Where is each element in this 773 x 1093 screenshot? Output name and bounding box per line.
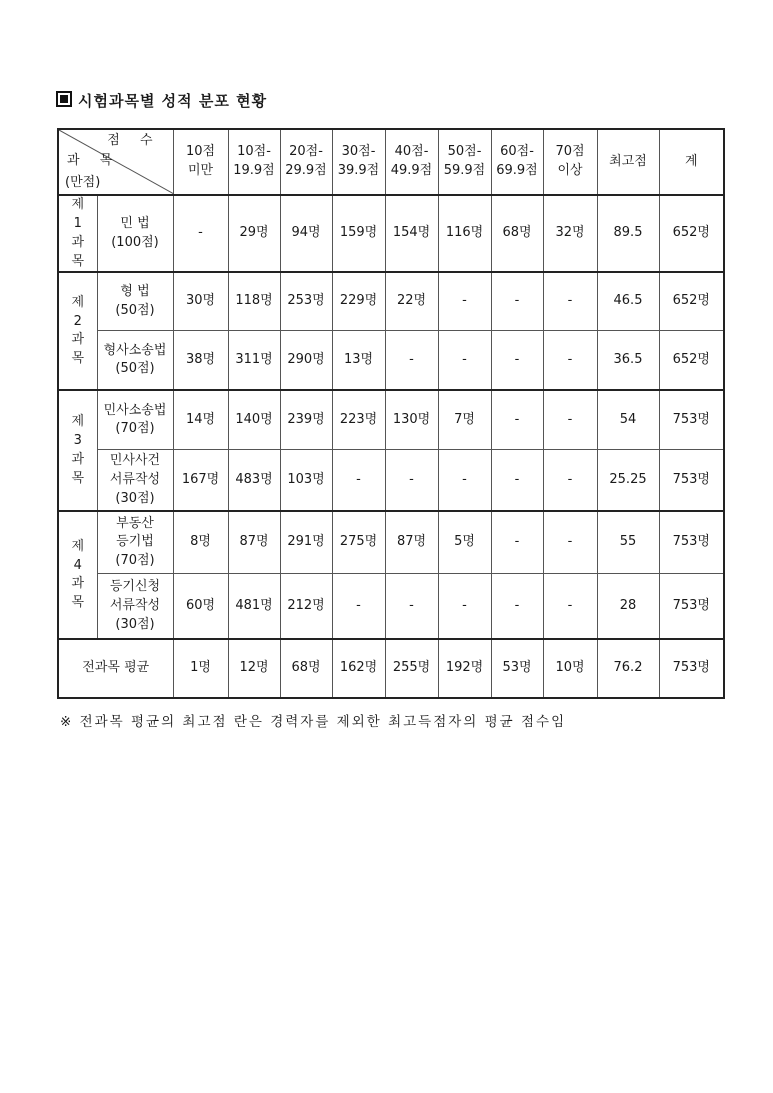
- footnote: ※ 전과목 평균의 최고점 란은 경력자를 제외한 최고득점자의 평균 점수임: [60, 714, 567, 730]
- diag-subject-label: 과 목: [67, 153, 121, 168]
- count-cell: 68명: [280, 639, 332, 698]
- subject-group-label: [58, 511, 97, 639]
- max-score-cell: 76.2: [597, 639, 659, 698]
- count-cell: 162명: [332, 639, 385, 698]
- subject-name-cell: [97, 450, 173, 512]
- stacked-label: [59, 413, 97, 488]
- subject-name-cell: [97, 390, 173, 450]
- label-line: (70점): [115, 421, 155, 437]
- label-line: 등기법: [116, 534, 154, 550]
- count-cell: -: [438, 272, 491, 331]
- label-line: 10점-: [237, 144, 271, 160]
- label-line: 70점: [555, 144, 585, 160]
- label-line: 50점-: [447, 144, 482, 160]
- label-line: (30점): [115, 490, 155, 506]
- stacked-label: [281, 143, 332, 181]
- diag-fullmark-label: (만점): [65, 175, 101, 190]
- label-line: 제: [71, 414, 85, 430]
- count-cell: 103명: [280, 450, 332, 512]
- count-cell: -: [543, 331, 597, 391]
- count-cell: 192명: [438, 639, 491, 698]
- count-cell: 290명: [280, 331, 332, 391]
- total-cell: 652명: [659, 272, 724, 331]
- count-cell: 60명: [173, 574, 228, 640]
- label-line: 민사소송법: [103, 402, 167, 418]
- count-cell: -: [491, 390, 543, 450]
- count-cell: 118명: [228, 272, 280, 331]
- count-cell: 38명: [173, 331, 228, 391]
- label-line: 미만: [187, 163, 214, 178]
- score-range-header: [280, 129, 332, 195]
- label-line: 39.9점: [337, 163, 380, 178]
- stacked-label: [98, 283, 173, 321]
- label-line: 2: [73, 313, 82, 329]
- table-body: [58, 129, 724, 698]
- label-line: 민사사건: [109, 453, 161, 469]
- count-cell: 87명: [228, 511, 280, 574]
- average-label-cell: 전과목 평균: [58, 639, 173, 698]
- score-range-header: [543, 129, 597, 195]
- label-line: (100점): [111, 234, 159, 250]
- count-cell: 94명: [280, 195, 332, 272]
- count-cell: 253명: [280, 272, 332, 331]
- average-row: [58, 639, 724, 698]
- total-cell: 652명: [659, 195, 724, 272]
- count-cell: -: [543, 511, 597, 574]
- label-line: (30점): [115, 616, 155, 632]
- diag-score-label: 점 수: [107, 133, 161, 148]
- label-line: (70점): [115, 553, 155, 569]
- count-cell: 159명: [332, 195, 385, 272]
- count-cell: 32명: [543, 195, 597, 272]
- count-cell: 8명: [173, 511, 228, 574]
- subject-name-cell: [97, 331, 173, 391]
- max-score-cell: 28: [597, 574, 659, 640]
- stacked-label: [174, 143, 228, 181]
- table-row: [58, 272, 724, 331]
- count-cell: 53명: [491, 639, 543, 698]
- stacked-label: [333, 143, 385, 181]
- label-line: 제: [71, 197, 85, 212]
- stacked-label: [229, 143, 280, 181]
- label-line: 민 법: [120, 215, 150, 231]
- subject-name-cell: [97, 574, 173, 640]
- score-distribution-table: [57, 128, 725, 699]
- stacked-label: [386, 143, 438, 181]
- label-line: 3: [73, 433, 82, 449]
- count-cell: 1명: [173, 639, 228, 698]
- count-cell: 229명: [332, 272, 385, 331]
- label-line: 49.9점: [390, 163, 433, 178]
- total-cell: 753명: [659, 450, 724, 512]
- count-cell: 291명: [280, 511, 332, 574]
- score-range-header: [438, 129, 491, 195]
- count-cell: -: [491, 331, 543, 391]
- total-cell: 753명: [659, 639, 724, 698]
- document-title: [56, 90, 267, 111]
- count-cell: -: [438, 331, 491, 391]
- count-cell: 30명: [173, 272, 228, 331]
- stacked-label: [98, 578, 173, 635]
- label-line: 서류작성: [109, 597, 161, 613]
- count-cell: -: [173, 195, 228, 272]
- total-cell: 753명: [659, 390, 724, 450]
- stacked-label: [492, 143, 543, 181]
- subject-name-cell: [97, 272, 173, 331]
- subject-group-label: [58, 272, 97, 390]
- max-score-cell: 54: [597, 390, 659, 450]
- score-range-header: [173, 129, 228, 195]
- table-row: [58, 331, 724, 391]
- label-line: 69.9점: [496, 163, 538, 178]
- table-row: [58, 450, 724, 512]
- label-line: 60점-: [500, 144, 534, 160]
- label-line: 형사소송법: [103, 342, 167, 358]
- count-cell: -: [491, 511, 543, 574]
- score-range-header: [228, 129, 280, 195]
- count-cell: -: [438, 450, 491, 512]
- count-cell: 13명: [332, 331, 385, 391]
- label-line: 형 법: [120, 284, 150, 300]
- subject-name-cell: [97, 511, 173, 574]
- total-cell: 652명: [659, 331, 724, 391]
- count-cell: 5명: [438, 511, 491, 574]
- label-line: 제: [71, 538, 85, 554]
- subject-group-label: [58, 195, 97, 272]
- count-cell: -: [385, 574, 438, 640]
- count-cell: -: [438, 574, 491, 640]
- score-range-header: [491, 129, 543, 195]
- count-cell: 116명: [438, 195, 491, 272]
- diagonal-header-cell: [58, 129, 173, 195]
- label-line: 59.9점: [443, 163, 486, 178]
- count-cell: 223명: [332, 390, 385, 450]
- stacked-label: [544, 143, 597, 181]
- label-line: 과: [71, 451, 85, 467]
- label-line: (50점): [115, 361, 155, 377]
- total-cell: 753명: [659, 511, 724, 574]
- label-line: 29.9점: [285, 163, 327, 178]
- count-cell: 311명: [228, 331, 280, 391]
- count-cell: -: [543, 450, 597, 512]
- subject-group-label: [58, 390, 97, 511]
- label-line: 목: [71, 595, 85, 611]
- stacked-label: [439, 143, 491, 181]
- label-line: 등기신청: [109, 579, 161, 595]
- count-cell: -: [332, 574, 385, 640]
- max-score-cell: 36.5: [597, 331, 659, 391]
- label-line: 과: [71, 332, 85, 348]
- score-range-header: [332, 129, 385, 195]
- label-line: 10점: [185, 144, 216, 160]
- count-cell: 87명: [385, 511, 438, 574]
- square-bullet-icon: [56, 91, 72, 107]
- count-cell: 29명: [228, 195, 280, 272]
- count-cell: 239명: [280, 390, 332, 450]
- label-line: 4: [73, 557, 82, 573]
- document-title-text: 시험과목별 성적 분포 현황: [78, 92, 268, 110]
- label-line: 제: [71, 294, 85, 310]
- label-line: 40점-: [394, 144, 429, 160]
- count-cell: -: [491, 272, 543, 331]
- count-cell: 255명: [385, 639, 438, 698]
- stacked-label: [59, 196, 97, 271]
- count-cell: 68명: [491, 195, 543, 272]
- total-header: 계: [659, 129, 724, 195]
- count-cell: -: [543, 574, 597, 640]
- stacked-label: [98, 452, 173, 509]
- count-cell: -: [543, 390, 597, 450]
- stacked-label: [98, 342, 173, 380]
- label-line: (50점): [115, 302, 155, 318]
- count-cell: -: [385, 450, 438, 512]
- count-cell: 10명: [543, 639, 597, 698]
- count-cell: -: [543, 272, 597, 331]
- max-score-cell: 89.5: [597, 195, 659, 272]
- max-score-cell: 25.25: [597, 450, 659, 512]
- count-cell: -: [385, 331, 438, 391]
- label-line: 부동산: [116, 515, 154, 531]
- score-range-header: [385, 129, 438, 195]
- label-line: 목: [71, 351, 85, 367]
- count-cell: 481명: [228, 574, 280, 640]
- count-cell: 14명: [173, 390, 228, 450]
- count-cell: 22명: [385, 272, 438, 331]
- table-row: [58, 390, 724, 450]
- count-cell: -: [491, 574, 543, 640]
- max-score-header: 최고점: [597, 129, 659, 195]
- max-score-cell: 55: [597, 511, 659, 574]
- subject-name-cell: [97, 195, 173, 272]
- stacked-label: [59, 294, 97, 369]
- label-line: 1: [73, 215, 82, 231]
- label-line: 30점-: [341, 144, 376, 160]
- stacked-label: [98, 402, 173, 440]
- label-line: 목: [71, 470, 85, 486]
- label-line: 과: [71, 234, 85, 250]
- header-row: [58, 129, 724, 195]
- count-cell: 212명: [280, 574, 332, 640]
- count-cell: 7명: [438, 390, 491, 450]
- label-line: 19.9점: [233, 163, 275, 178]
- label-line: 이상: [557, 163, 583, 178]
- label-line: 서류작성: [109, 471, 161, 487]
- table-row: [58, 574, 724, 640]
- count-cell: 154명: [385, 195, 438, 272]
- max-score-cell: 46.5: [597, 272, 659, 331]
- table-row: [58, 511, 724, 574]
- stacked-label: [98, 515, 173, 572]
- count-cell: 483명: [228, 450, 280, 512]
- label-line: 과: [71, 576, 85, 592]
- label-line: 20점-: [289, 144, 323, 160]
- count-cell: 140명: [228, 390, 280, 450]
- total-cell: 753명: [659, 574, 724, 640]
- count-cell: -: [332, 450, 385, 512]
- count-cell: -: [491, 450, 543, 512]
- table-row: [58, 195, 724, 272]
- stacked-label: [98, 215, 173, 253]
- stacked-label: [59, 538, 97, 613]
- count-cell: 12명: [228, 639, 280, 698]
- label-line: 목: [71, 253, 85, 269]
- count-cell: 130명: [385, 390, 438, 450]
- count-cell: 275명: [332, 511, 385, 574]
- count-cell: 167명: [173, 450, 228, 512]
